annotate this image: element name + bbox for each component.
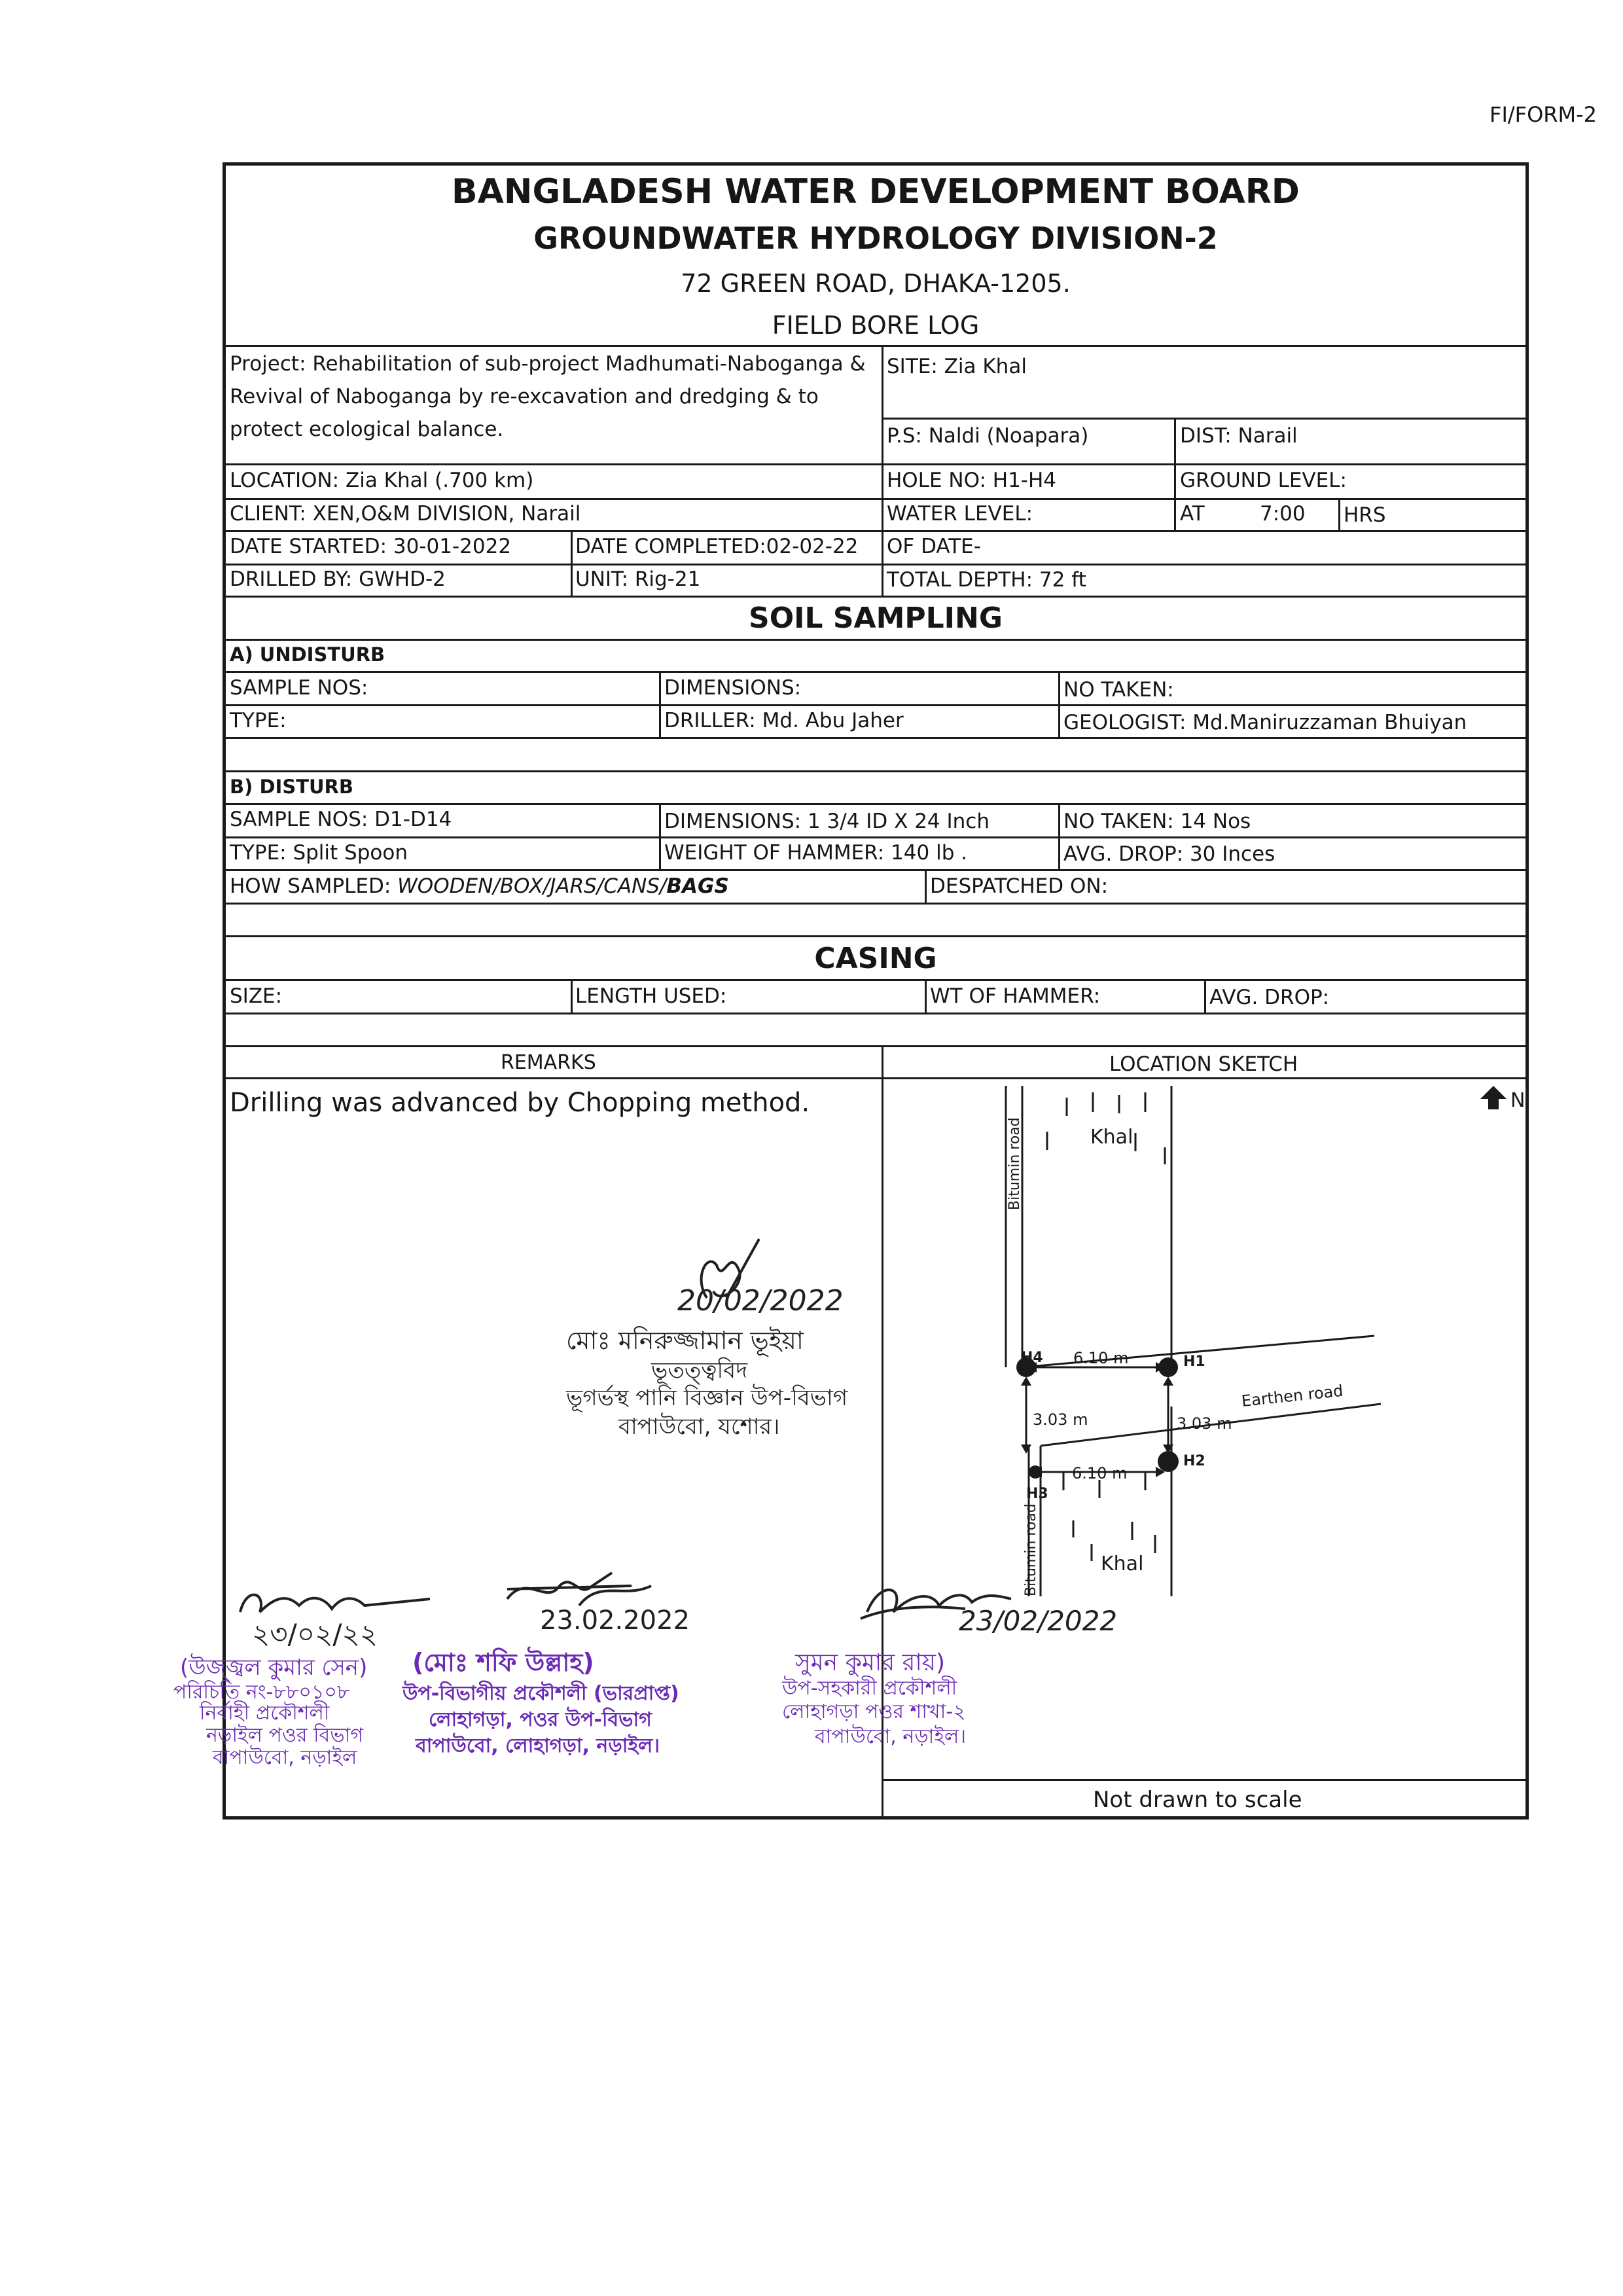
how-sampled	[230, 876, 729, 897]
form-number: FI/FORM-2	[1489, 102, 1597, 127]
xen-stamp-office: নড়াইল পওর বিভাগ	[206, 1724, 363, 1747]
rule-disturb-row1	[226, 836, 1525, 838]
how-sampled-selected: BAGS	[666, 874, 729, 898]
undisturb-no-taken: NO TAKEN:	[1063, 678, 1174, 702]
ground-level-field: GROUND LEVEL:	[1180, 469, 1347, 492]
at-time: 7:00	[1260, 502, 1306, 526]
vrule-undisturb-b	[1058, 671, 1060, 737]
rule-disturb-blank	[226, 935, 1525, 937]
vrule-info-main	[882, 345, 883, 596]
casing-size: SIZE:	[230, 984, 283, 1008]
dist-bottom-label: 6.10 m	[1072, 1464, 1128, 1482]
rule-disturb-row3	[226, 903, 1525, 905]
hole-h3-marker	[1029, 1465, 1042, 1479]
undisturb-dimensions: DIMENSIONS:	[664, 676, 802, 700]
hole-h3-label: H3	[1026, 1486, 1048, 1502]
disturb-label: B) DISTURB	[230, 776, 353, 798]
unit-field: UNIT: Rig-21	[575, 567, 701, 591]
water-level-field: WATER LEVEL:	[887, 502, 1033, 526]
bitumin-road-top-label: Bitumin road	[1007, 1117, 1023, 1210]
despatched-on: DESPATCHED ON:	[930, 874, 1109, 898]
north-arrow-icon	[1480, 1086, 1507, 1109]
vrule-disturb-b	[1058, 803, 1060, 869]
bore-log-form	[173, 162, 1529, 1820]
ae-signature-date: 23/02/2022	[959, 1605, 1118, 1637]
rule-location-bottom	[226, 498, 1525, 500]
rule-site-bottom	[882, 418, 1525, 420]
how-sampled-label: HOW SAMPLED:	[230, 874, 398, 898]
ae-stamp-title: উপ-সহকারী প্রকৌশলী	[782, 1677, 957, 1700]
khal-bottom-label: Khal	[1101, 1552, 1144, 1575]
casing-length-used: LENGTH USED:	[575, 984, 727, 1008]
ae-stamp-address: বাপাউবো, নড়াইল।	[815, 1725, 967, 1748]
geologist-field: GEOLOGIST: Md.Maniruzzaman Bhuiyan	[1063, 711, 1467, 734]
date-started-field: DATE STARTED: 30-01-2022	[230, 535, 512, 558]
rule-undisturb-bottom	[226, 671, 1525, 673]
rule-casing-row	[226, 1013, 1525, 1014]
hole-h1-label: H1	[1183, 1354, 1205, 1370]
geologist-stamp-title: ভূতত্ত্ববিদ	[651, 1357, 748, 1384]
total-depth-field: TOTAL DEPTH: 72 ft	[887, 568, 1086, 592]
dim-arrowhead-left-bottom	[1021, 1444, 1031, 1454]
undisturb-sample-nos: SAMPLE NOS:	[230, 676, 368, 700]
vrule-casing-a	[571, 979, 573, 1013]
xen-stamp-address: বাপাউবো, নড়াইল	[213, 1746, 357, 1769]
client-field: CLIENT: XEN,O&M DIVISION, Narail	[230, 502, 581, 526]
rule-undisturb-row2	[226, 737, 1525, 739]
rule-dates-bottom	[226, 564, 1525, 565]
address: 72 GREEN ROAD, DHAKA-1205.	[681, 269, 1071, 298]
avg-drop: AVG. DROP: 30 Inces	[1063, 842, 1275, 866]
sde-stamp-name: (মোঃ শফি উল্লাহ)	[412, 1648, 594, 1677]
sde-stamp-address: বাপাউবো, লোহাগড়া, নড়াইল।	[416, 1734, 660, 1757]
rule-header-bottom	[226, 345, 1525, 347]
undisturb-type: TYPE:	[230, 709, 287, 732]
hole-no-field: HOLE NO: H1-H4	[887, 469, 1057, 492]
driller-field: DRILLER: Md. Abu Jaher	[664, 709, 904, 732]
doc-title: FIELD BORE LOG	[772, 311, 980, 340]
of-date-field: OF DATE-	[887, 535, 981, 558]
earthen-road-label: Earthen road	[1240, 1381, 1344, 1410]
rule-note-top	[882, 1779, 1525, 1781]
vrule-at-hrs	[1338, 498, 1340, 530]
dist-left-label: 3.03 m	[1033, 1410, 1088, 1429]
how-sampled-options: WOODEN/BOX/JARS/CANS/	[397, 874, 667, 898]
dist-field: DIST: Narail	[1180, 424, 1298, 448]
bitumin-road-bottom-label: Bitumin road	[1023, 1503, 1039, 1596]
hrs-label: HRS	[1344, 503, 1386, 527]
rule-client-bottom	[226, 530, 1525, 532]
site-field: SITE: Zia Khal	[887, 355, 1027, 378]
casing-wt-hammer: WT OF HAMMER:	[930, 984, 1101, 1008]
project-line-3: protect ecological balance.	[230, 418, 504, 441]
geologist-signature-date: 20/02/2022	[677, 1284, 844, 1318]
vrule-casing-b	[925, 979, 927, 1013]
sde-stamp-title: উপ-বিভাগীয় প্রকৌশলী (ভারপ্রাপ্ত)	[402, 1682, 679, 1705]
dim-arrowhead-left-top	[1021, 1376, 1031, 1386]
hole-h1-marker	[1158, 1357, 1178, 1377]
dist-top-label: 6.10 m	[1073, 1349, 1129, 1367]
undisturb-label: A) UNDISTURB	[230, 643, 385, 666]
rule-casing-blank	[226, 1045, 1525, 1047]
project-line-1: Project: Rehabilitation of sub-project Madhumati-Naboganga &	[230, 352, 866, 376]
remarks-heading: REMARKS	[501, 1051, 596, 1074]
remarks-text: Drilling was advanced by Chopping method.	[230, 1088, 810, 1118]
ps-field: P.S: Naldi (Noapara)	[887, 424, 1089, 448]
hammer-weight: WEIGHT OF HAMMER: 140 lb .	[664, 841, 968, 865]
xen-stamp-id: পরিচিতি নং-৮৮০১০৮	[173, 1681, 350, 1704]
disturb-sample-nos: SAMPLE NOS: D1-D14	[230, 808, 452, 831]
xen-stamp-name: (উজ্জ্বল কুমার সেন)	[180, 1655, 368, 1681]
rule-drilled-bottom	[226, 596, 1525, 598]
vrule-casing-c	[1204, 979, 1206, 1013]
hole-h2-label: H2	[1183, 1453, 1205, 1469]
sde-signature-date: 23.02.2022	[540, 1605, 690, 1636]
khal-ticks	[1047, 1092, 1165, 1561]
casing-title: CASING	[814, 942, 937, 975]
rule-disturb-row2	[226, 869, 1525, 871]
casing-avg-drop: AVG. DROP:	[1209, 986, 1330, 1009]
dist-right-label: 3.03 m	[1177, 1414, 1232, 1433]
xen-signature-date: ২৩/০২/২২	[252, 1618, 378, 1650]
disturb-type: TYPE: Split Spoon	[230, 841, 408, 865]
sketch-heading: LOCATION SKETCH	[1109, 1052, 1298, 1076]
dim-arrowhead-right-top	[1163, 1376, 1173, 1386]
geologist-stamp-address: বাপাউবো, যশোর।	[618, 1414, 780, 1440]
division-title: GROUNDWATER HYDROLOGY DIVISION-2	[533, 221, 1218, 256]
hole-h2-marker	[1158, 1451, 1179, 1472]
not-to-scale-note: Not drawn to scale	[1093, 1787, 1302, 1813]
hole-h4-label: H4	[1021, 1350, 1043, 1366]
sde-stamp-office: লোহাগড়া, পওর উপ-বিভাগ	[429, 1708, 652, 1731]
xen-stamp-title: নির্বাহী প্রকৌশলী	[200, 1702, 330, 1725]
geologist-stamp-office: ভূগর্ভস্থ পানি বিজ্ঞান উপ-বিভাগ	[566, 1385, 848, 1411]
org-title: BANGLADESH WATER DEVELOPMENT BOARD	[452, 172, 1300, 211]
rule-disturb-bottom	[226, 803, 1525, 805]
vrule-dates	[571, 530, 573, 596]
soil-sampling-title: SOIL SAMPLING	[749, 601, 1003, 635]
khal-top-label: Khal	[1090, 1126, 1133, 1149]
disturb-dimensions: DIMENSIONS: 1 3/4 ID X 24 Inch	[664, 810, 990, 833]
geologist-stamp-name: মোঃ মনিরুজ্জামান ভূইয়া	[566, 1326, 804, 1355]
vrule-how-sampled	[925, 869, 927, 903]
date-completed-field: DATE COMPLETED:02-02-22	[575, 535, 859, 558]
vrule-disturb-a	[659, 803, 661, 869]
project-line-2: Revival of Naboganga by re-excavation and dredging & to	[230, 385, 819, 408]
north-label: N	[1510, 1089, 1525, 1112]
vrule-undisturb-a	[659, 671, 661, 737]
rule-project-bottom	[226, 463, 1525, 465]
ae-stamp-name: সুমন কুমার রায়)	[795, 1649, 946, 1676]
rule-soil-title-bottom	[226, 639, 1525, 641]
rule-casing-title-bottom	[226, 979, 1525, 981]
at-label: AT	[1180, 502, 1205, 526]
disturb-no-taken: NO TAKEN: 14 Nos	[1063, 810, 1251, 833]
drilled-by-field: DRILLED BY: GWHD-2	[230, 567, 446, 591]
location-sketch	[883, 1079, 1525, 1777]
rule-undisturb-blank	[226, 770, 1525, 772]
location-field: LOCATION: Zia Khal (.700 km)	[230, 469, 534, 492]
ae-stamp-office: লোহাগড়া পওর শাখা-২	[782, 1700, 966, 1723]
vrule-info-right	[1174, 418, 1176, 530]
rule-undisturb-row1	[226, 704, 1525, 706]
